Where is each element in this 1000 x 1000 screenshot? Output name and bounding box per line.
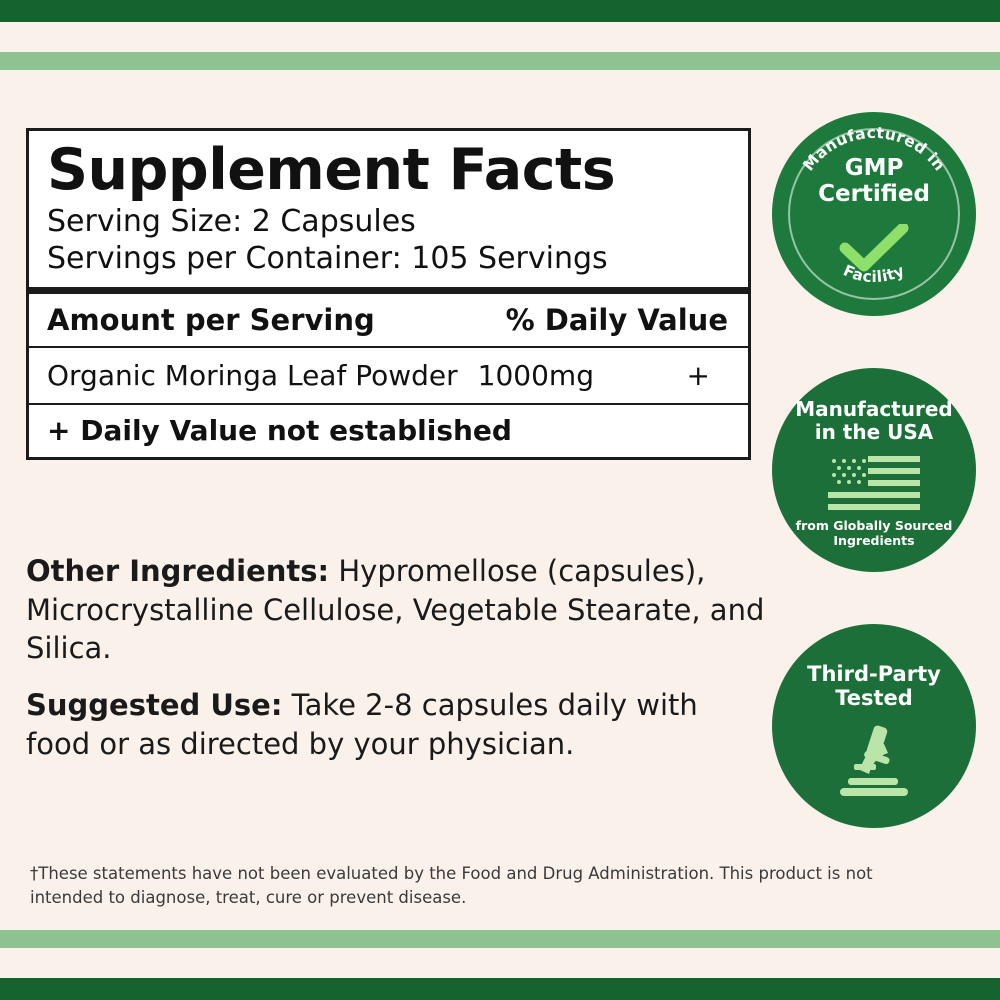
ingredient-daily-value: + — [686, 359, 710, 393]
badge-third-party-tested — [772, 624, 976, 828]
gmp-line-1: GMP — [844, 155, 904, 181]
top-light-band — [0, 52, 1000, 70]
daily-value-header: % Daily Value — [505, 303, 728, 338]
suggested-use-label: Suggested Use: — [26, 688, 283, 722]
other-ingredients-text: Hypromellose (capsules), Microcrystalline Cellulose, Vegetable Stearate, and Silica. — [26, 554, 765, 666]
serving-info — [29, 203, 748, 287]
gmp-arc-bottom-text: Facility — [840, 261, 908, 287]
suggested-use-text: Take 2-8 capsules daily with food or as directed by your physician. — [26, 688, 698, 761]
check-icon — [772, 224, 976, 276]
bottom-dark-band — [0, 978, 1000, 1000]
divider-thick-1 — [29, 287, 748, 294]
suggested-use — [26, 686, 766, 763]
usa-flag-icon — [828, 456, 920, 512]
fda-disclaimer: †These statements have not been evaluated by the Food and Drug Administration. This product is not intended to diagnose, treat, cure or prevent disease. — [30, 864, 873, 907]
usa-sub-2: Ingredients — [833, 533, 915, 548]
gmp-arc-top-text: Manufactured in — [799, 123, 949, 175]
servings-per-container: Servings per Container: 105 Servings — [47, 241, 608, 277]
bottom-light-band — [0, 930, 1000, 948]
other-ingredients — [26, 552, 766, 668]
tested-line-2: Tested — [835, 686, 913, 711]
other-ingredients-label: Other Ingredients: — [26, 554, 330, 588]
table-row — [29, 348, 748, 403]
supplement-facts-title: Supplement Facts — [47, 137, 616, 203]
ingredient-name: Organic Moringa Leaf Powder — [47, 359, 458, 393]
daily-value-footnote: + Daily Value not established — [47, 414, 512, 448]
microscope-icon — [830, 720, 918, 800]
supplement-facts-panel — [26, 128, 751, 460]
top-dark-band — [0, 0, 1000, 22]
amount-per-serving-header: Amount per Serving — [47, 303, 375, 338]
usa-subtext — [772, 518, 976, 548]
badge-made-in-usa — [772, 368, 976, 572]
tested-line-1: Third-Party — [807, 662, 941, 686]
gmp-center-text — [772, 156, 976, 208]
ingredient-amount: 1000mg — [477, 359, 594, 393]
gmp-line-2: Certified — [818, 180, 930, 207]
usa-line-2: in the USA — [814, 420, 934, 445]
serving-size: Serving Size: 2 Capsules — [47, 203, 416, 239]
gmp-arc-text — [772, 112, 976, 316]
usa-line-1: Manufactured — [795, 397, 953, 421]
facts-column-headers — [29, 294, 748, 346]
badge-gmp-certified — [772, 112, 976, 316]
usa-title — [772, 398, 976, 444]
usa-sub-1: from Globally Sourced — [795, 518, 953, 533]
tested-title — [772, 662, 976, 710]
